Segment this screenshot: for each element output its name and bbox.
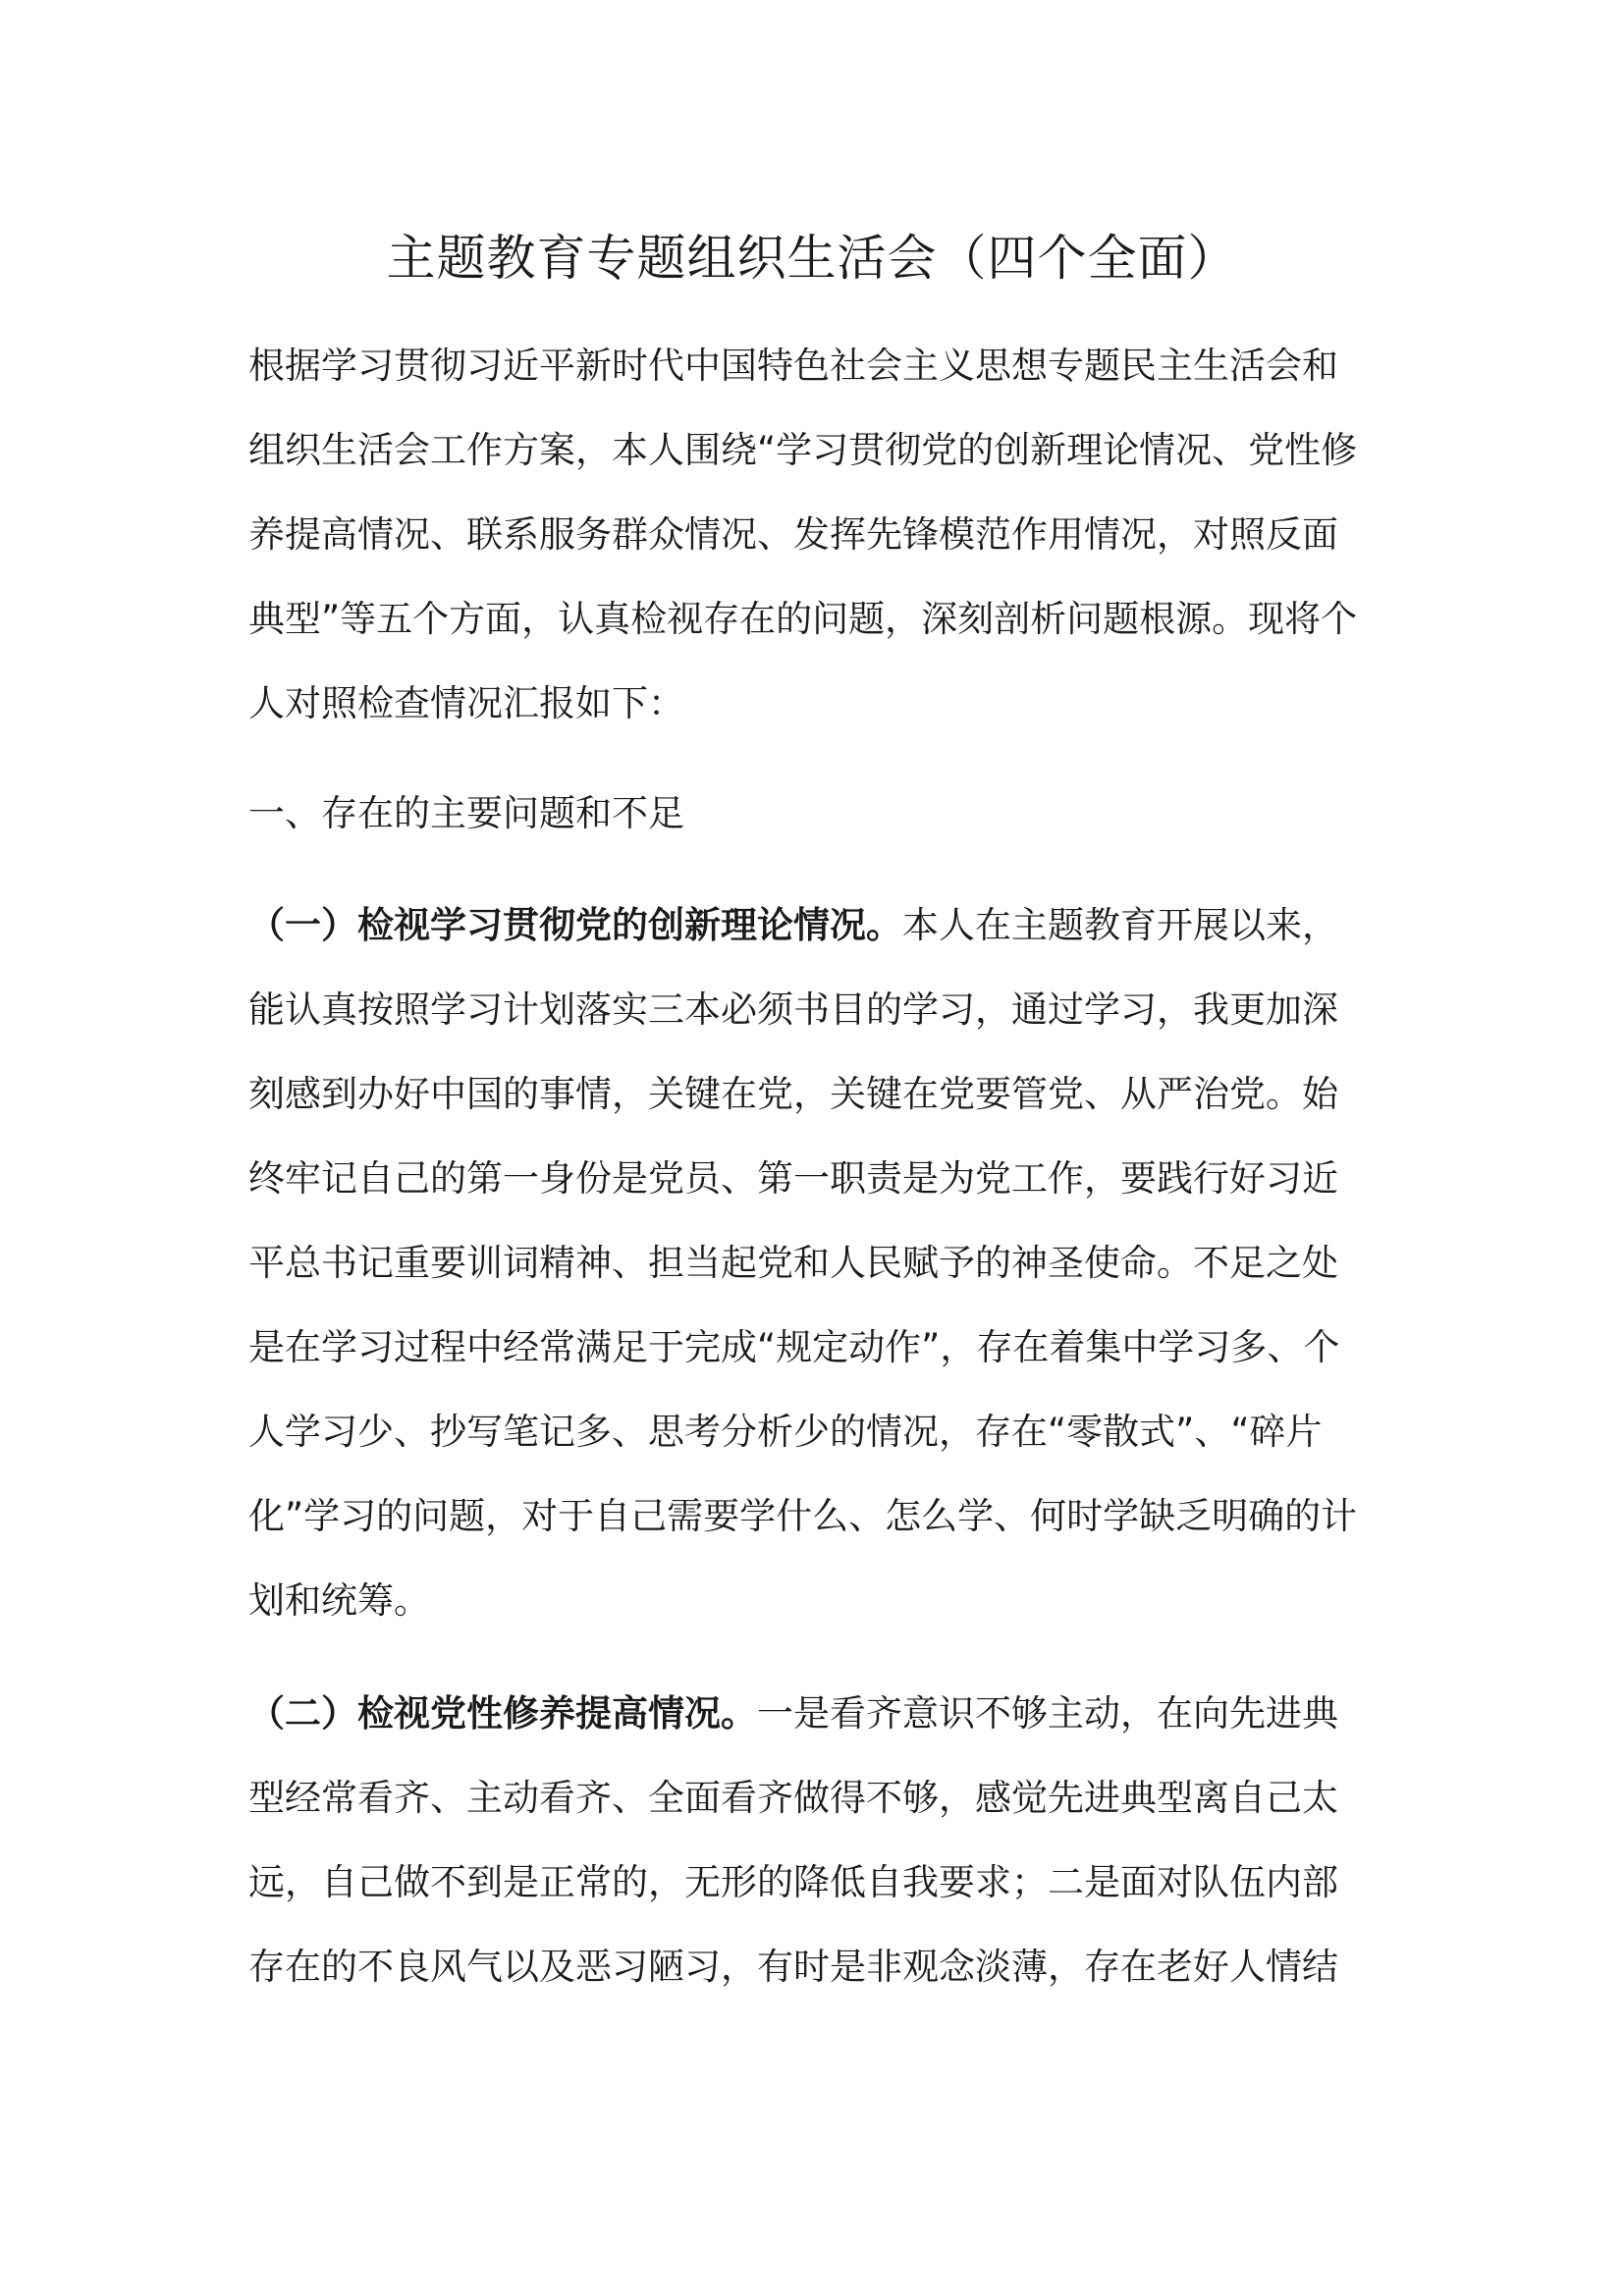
paragraph-item-1-lead: （一）检视学习贯彻党的创新理论情况。 (248, 904, 902, 946)
intro-paragraph: 根据学习贯彻习近平新时代中国特色社会主义思想专题民主生活会和组织生活会工作方案，本人围绕“学习贯彻党的创新理论情况、党性修养提高情况、联系服务群众情况、发挥先锋模范作用情况，对照反面典型”等五个方面，认真检视存在的问题，深刻剖析问题根源。现将个人对照检查情况汇报如下： (248, 345, 1358, 724)
paragraph-item-2-lead: （二）检视党性修养提高情况。 (248, 1692, 757, 1735)
document-title: 主题教育专题组织生活会（四个全面） (386, 230, 1238, 287)
paragraph-item-2-text: 一是看齐意识不够主动，在向先进典型经常看齐、主动看齐、全面看齐做得不够，感觉先进典型离自己太远，自己做不到是正常的，无形的降低自我要求；二是面对队伍内部存在的不良风气以及恶习陋习，有时是非观念淡薄，存在老好人情结 (248, 1692, 1338, 1988)
paragraph-item-1-text: 本人在主题教育开展以来，能认真按照学习计划落实三本必须书目的学习，通过学习，我更加深刻感到办好中国的事情，关键在党，关键在党要管党、从严治党。始终牢记自己的第一身份是党员、第一职责是为党工作，要践行好习近平总书记重要训词精神、担当起党和人民赋予的神圣使命。不足之处是在学习过程中经常满足于完成“规定动作”，存在着集中学习多、个人学习少、抄写笔记多、思考分析少的情况，存在“零散式”、“碎片化”学习的问题，对于自己需要学什么、怎么学、何时学缺乏明确的计划和统筹。 (248, 904, 1358, 1622)
paragraph-item-2 (248, 1672, 1368, 2009)
section-heading: 一、存在的主要问题和不足 (248, 792, 684, 834)
paragraph-item-1 (248, 883, 1368, 1643)
